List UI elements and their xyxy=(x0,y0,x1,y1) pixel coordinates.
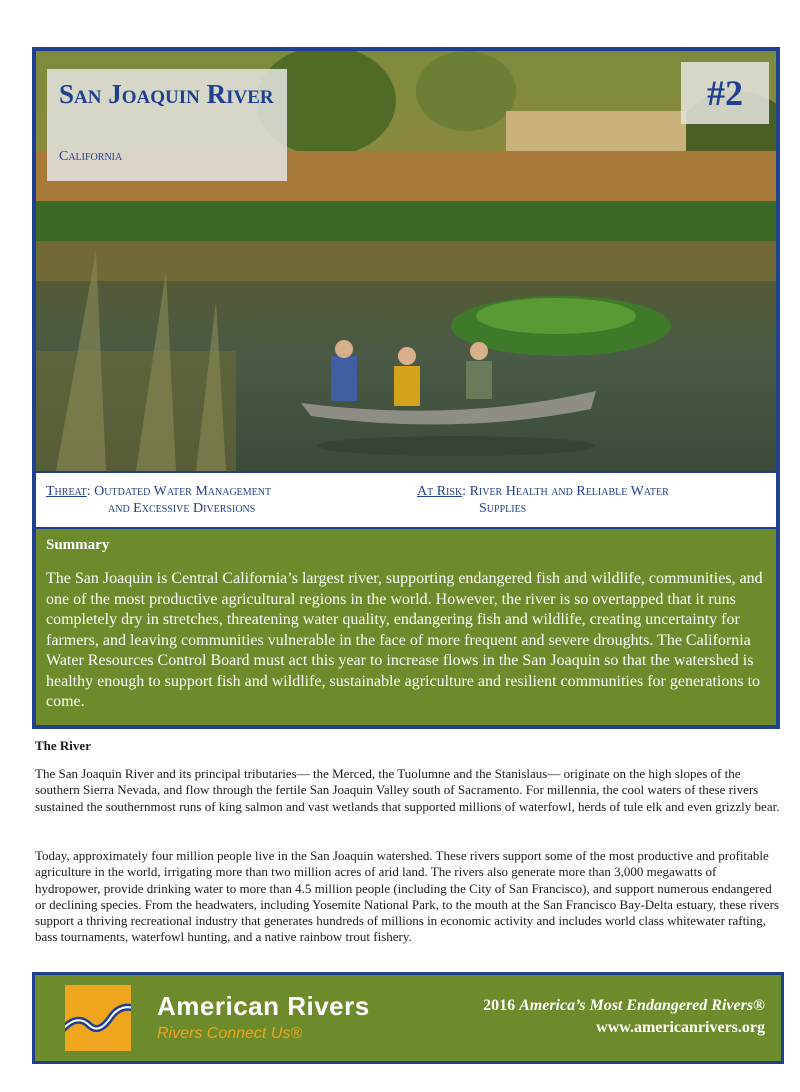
rank-number: #2 xyxy=(707,73,743,113)
report-title xyxy=(483,997,765,1015)
at-risk-text-1: River Health and Reliable Water xyxy=(469,484,669,499)
website-link[interactable]: www.americanrivers.org xyxy=(596,1019,765,1036)
threat-strip xyxy=(36,471,776,529)
feature-panel xyxy=(32,47,780,729)
state-label: California xyxy=(59,149,123,164)
title-box xyxy=(47,69,287,181)
report-name: America’s Most Endangered Rivers® xyxy=(519,997,765,1014)
american-rivers-logo-icon xyxy=(65,985,131,1051)
threat-text-1: Outdated Water Management xyxy=(94,484,272,499)
threat-label: Threat xyxy=(46,484,87,499)
report-year: 2016 xyxy=(483,997,516,1014)
rank-box xyxy=(681,62,769,124)
org-name: American Rivers xyxy=(157,991,370,1021)
at-risk-text-2: Supplies xyxy=(479,501,527,516)
at-risk-label: At Risk xyxy=(417,484,463,499)
summary-text: The San Joaquin is Central California’s largest river, supporting endangered fish and wildlife, communities, and one of the most productive agricultural regions in the world. However, the river is so overtapped that it runs completely dry in stretches, threatening water quality, endangering fish and wildlife, creating uncertainty for farmers, and leaving communities vulnerable in the face of more frequent and severe droughts. The California Water Resources Control Board must act this year to increase flows in the San Joaquin so that the watershed is healthy enough to support fish and wildlife, sustainable agriculture and resilient communities for generations to come. xyxy=(46,570,763,710)
river-paragraph-2: Today, approximately four million people live in the San Joaquin watershed. These rivers support some of the most productive and profitable agriculture in the world, irrigating more than two million acres of arid land. The rivers also generate more than 3,000 megawatts of hydropower, provide drinking water to more than 4.5 million people (including the City of San Francisco), and support numerous endangered or declining species. From the headwaters, including Yosemite National Park, to the mouth at the San Francisco Bay-Delta estuary, these rivers support a thriving recreational industry that generates hundreds of millions in economic activity and includes world class whitewater rafting, bass tournaments, waterfowl hunting, and a native rainbow trout fishery. xyxy=(35,848,779,945)
at-risk-block: At Risk: River Health and Reliable Water Supplies xyxy=(417,483,757,517)
threat-block: Threat: Outdated Water Management and Excessive Diversions xyxy=(46,483,376,517)
summary-heading: Summary xyxy=(46,537,110,553)
river-paragraph-1: The San Joaquin River and its principal tributaries— the Merced, the Tuolumne and the Stanislaus— originate on the high slopes of the southern Sierra Nevada, and flow through the fertile San Joaquin Valley south of Sacramento. For millennia, the cool waters of these rivers sustained the southernmost runs of king salmon and vast wetlands that supported millions of waterfowl, herds of tule elk and even grizzly bear. xyxy=(35,766,780,814)
summary-box xyxy=(36,529,776,725)
river-title: San Joaquin River xyxy=(59,79,274,109)
footer xyxy=(32,972,784,1064)
river-heading: The River xyxy=(35,738,91,753)
river-photo xyxy=(36,51,776,471)
org-tagline: Rivers Connect Us® xyxy=(157,1025,303,1042)
threat-text-2: and Excessive Diversions xyxy=(108,501,256,516)
